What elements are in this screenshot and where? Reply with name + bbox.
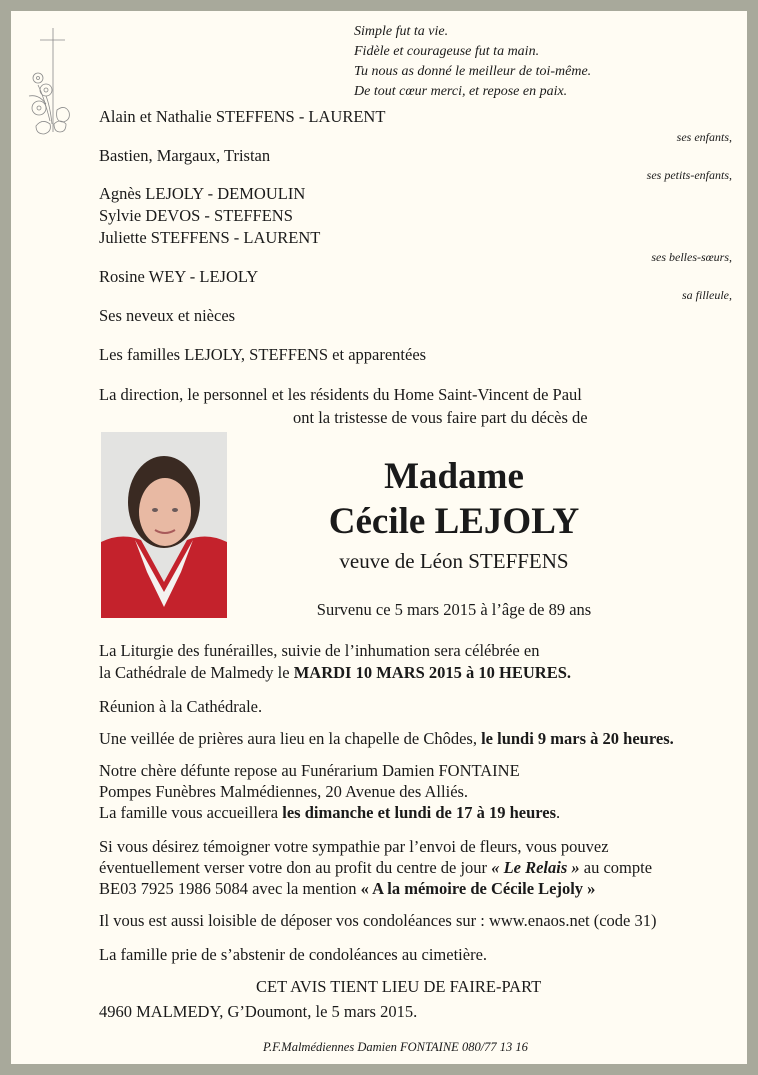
donation-mention: « A la mémoire de Cécile Lejoly » xyxy=(360,879,596,898)
poem xyxy=(354,22,591,102)
place-date-line: 4960 MALMEDY, G’Doumont, le 5 mars 2015. xyxy=(99,1002,418,1021)
online-condolences: Il vous est aussi loisible de déposer vos condoléances sur : www.enaos.net (code 31) xyxy=(99,911,657,930)
donation-line-3 xyxy=(99,879,595,899)
widow-of: veuve de Léon STEFFENS xyxy=(339,549,569,573)
portrait-photo xyxy=(101,432,227,618)
poem-line: De tout cœur merci, et repose en paix. xyxy=(354,84,568,99)
funerarium-line-2: Pompes Funèbres Malmédiennes, 20 Avenue des Alliés. xyxy=(99,782,469,801)
children-names: Alain et Nathalie STEFFENS - LAURENT xyxy=(99,107,386,126)
deceased-title: Madame xyxy=(384,456,524,497)
sisters-in-law-role: ses belles-sœurs, xyxy=(651,250,732,264)
bank-account: BE03 7925 1986 5084 avec la mention xyxy=(99,879,361,898)
donation-line-2 xyxy=(99,858,652,878)
donation-text-suffix: au compte xyxy=(579,858,653,877)
goddaughter-role: sa filleule, xyxy=(682,288,732,302)
visiting-hours: les dimanche et lundi de 17 à 19 heures xyxy=(282,803,557,822)
vigil-date: le lundi 9 mars à 20 heures. xyxy=(476,729,674,748)
poem-line: Simple fut ta vie. xyxy=(354,24,449,39)
children-role: ses enfants, xyxy=(676,130,732,144)
donation-line-1: Si vous désirez témoigner votre sympathie par l’envoi de fleurs, vous pouvez xyxy=(99,837,609,856)
deceased-name: Cécile LEJOLY xyxy=(328,501,580,542)
meeting-line: Réunion à la Cathédrale. xyxy=(99,697,263,716)
visiting-suffix: . xyxy=(556,803,561,822)
grandchildren-role: ses petits-enfants, xyxy=(646,168,732,182)
announcement-line: ont la tristesse de vous faire part du décès de xyxy=(293,408,588,427)
funeral-home-credit: P.F.Malmédiennes Damien FONTAINE 080/77 13 16 xyxy=(263,1040,528,1054)
charity-name: « Le Relais » xyxy=(491,858,580,877)
poem-line: Tu nous as donné le meilleur de toi-même. xyxy=(354,64,592,79)
cross-flowers-icon xyxy=(24,26,76,142)
funerarium-line-1: Notre chère défunte repose au Funérarium Damien FONTAINE xyxy=(99,761,520,780)
ceremony-line-1: La Liturgie des funérailles, suivie de l’inhumation sera célébrée en xyxy=(99,641,540,660)
ceremony-line-2 xyxy=(99,663,571,683)
families-line: Les familles LEJOLY, STEFFENS et apparentées xyxy=(99,345,427,364)
home-line: La direction, le personnel et les résidents du Home Saint-Vincent de Paul xyxy=(99,385,582,404)
donation-text: éventuellement verser votre don au profit du centre de jour xyxy=(99,858,492,877)
ceremony-date: MARDI 10 MARS 2015 à 10 HEURES. xyxy=(293,663,572,682)
death-date: Survenu ce 5 mars 2015 à l’âge de 89 ans xyxy=(316,600,592,619)
funerarium-line-3 xyxy=(99,803,560,823)
nephews-line: Ses neveux et nièces xyxy=(99,306,236,325)
notice-line: CET AVIS TIENT LIEU DE FAIRE-PART xyxy=(256,977,542,996)
sister-in-law-name: Juliette STEFFENS - LAURENT xyxy=(99,228,321,247)
sister-in-law-name: Agnès LEJOLY - DEMOULIN xyxy=(99,184,306,203)
vigil-text: Une veillée de prières aura lieu en la chapelle de Chôdes, xyxy=(99,729,477,748)
grandchildren-names: Bastien, Margaux, Tristan xyxy=(99,146,271,165)
ceremony-text: la Cathédrale de Malmedy le xyxy=(99,663,294,682)
visiting-text: La famille vous accueillera xyxy=(99,803,283,822)
vigil-line xyxy=(99,729,674,749)
goddaughter-name: Rosine WEY - LEJOLY xyxy=(99,267,259,286)
cemetery-condolences: La famille prie de s’abstenir de condoléances au cimetière. xyxy=(99,945,488,964)
sister-in-law-name: Sylvie DEVOS - STEFFENS xyxy=(99,206,293,225)
poem-line: Fidèle et courageuse fut ta main. xyxy=(354,44,540,59)
